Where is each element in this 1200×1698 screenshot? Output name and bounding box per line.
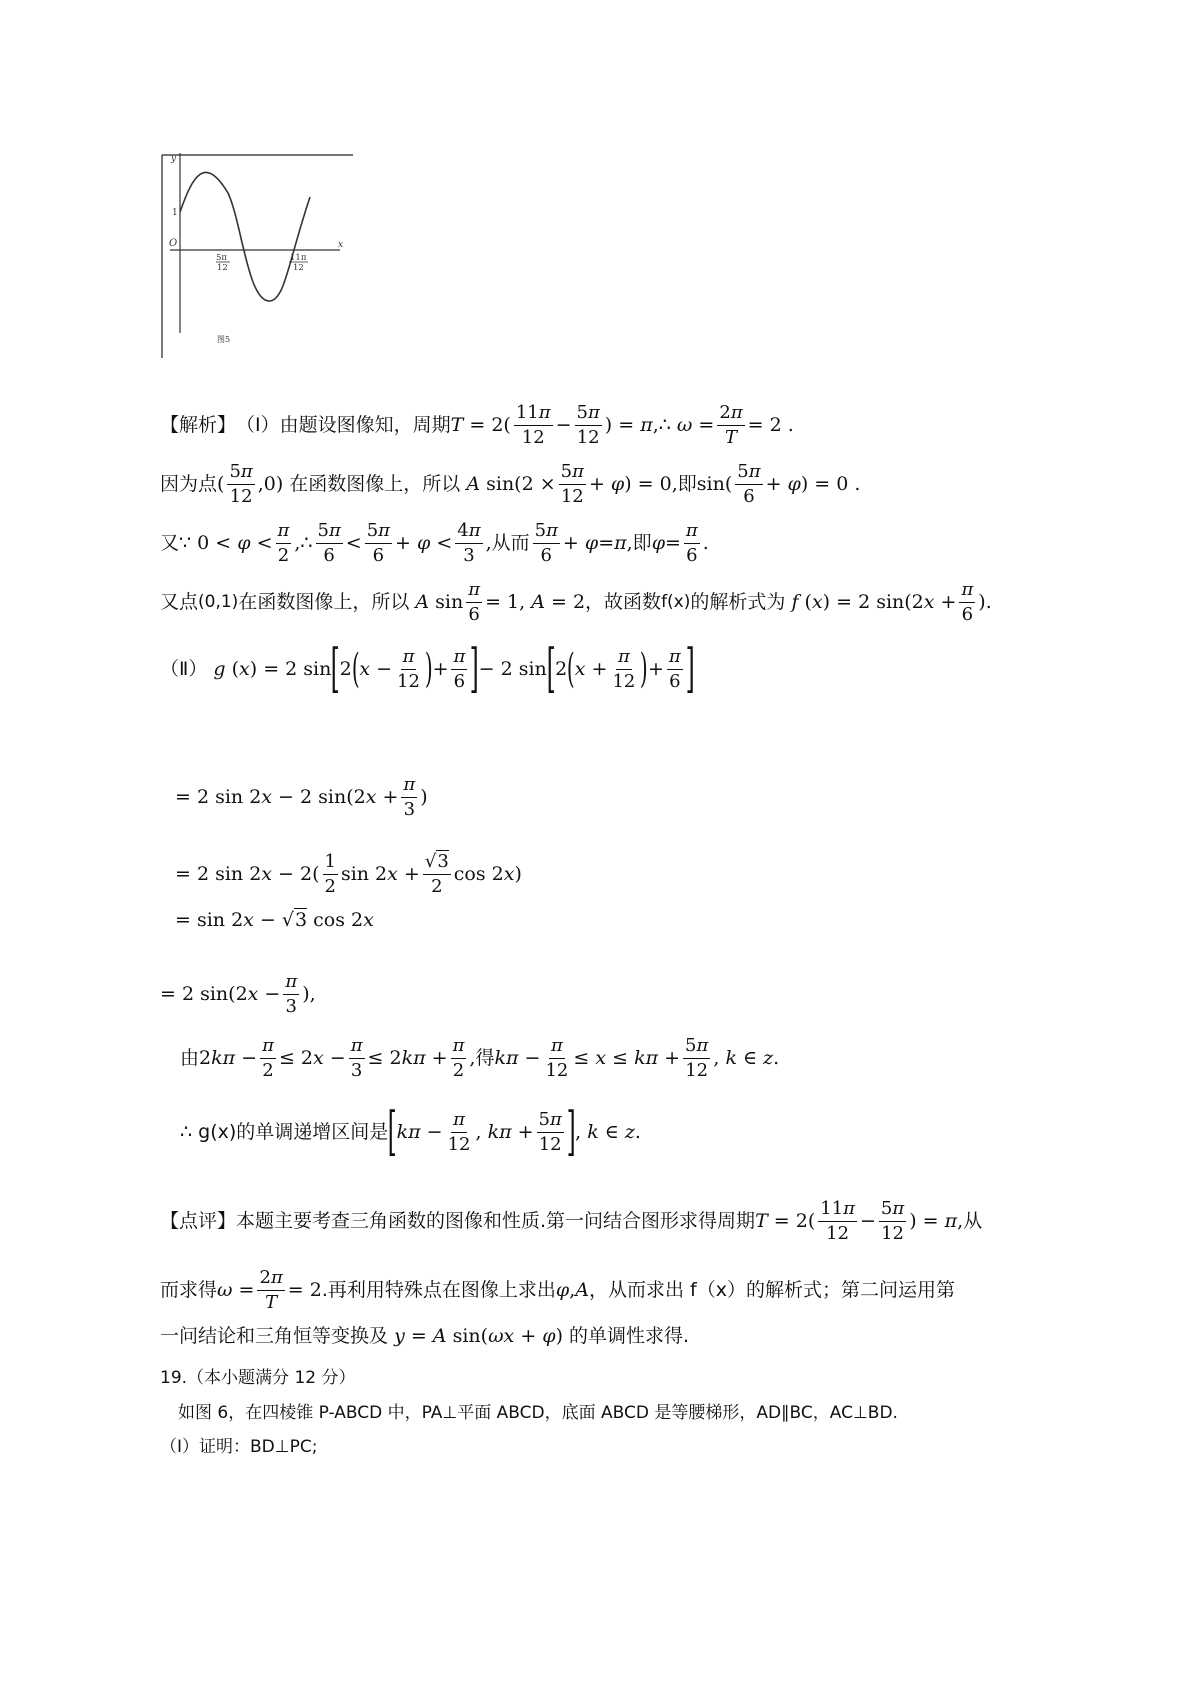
- origin-label: O: [169, 238, 178, 249]
- comment-label: 【点评】: [160, 1209, 237, 1232]
- comment-l2-text-c: ，从而求出 f（x）的解析式；第二问运用第: [588, 1278, 955, 1301]
- p1-l2-text-b: 在函数图像上，所以: [289, 472, 461, 495]
- p1-l4-point: (0,1): [198, 591, 239, 612]
- x-tick-2-num: 11π: [290, 253, 307, 263]
- y-axis-label: y: [171, 154, 177, 164]
- solution-line-5: （Ⅱ） g (x) = 2 sin [ 2 ( x − $\frac{\pi}{12}$ ) + $\frac{\pi}{6}$ ] − 2 sin [ 2 ( x + $\frac{\pi}{12}$ ) + $\frac{\pi}{6}$ ]: [160, 639, 695, 699]
- p1-l3-text-b: 从而: [491, 531, 530, 554]
- sine-graph-figure: [160, 153, 355, 360]
- p2-l6-text-a: 由: [180, 1046, 200, 1069]
- y-tick-label: 1: [172, 208, 178, 218]
- p1-l4-fx: f(x): [661, 591, 691, 612]
- x-tick-2-den: 12: [293, 263, 304, 273]
- solution-line-4: 又点 (0,1) 在函数图像上，所以 A sin $\frac{\pi}{6}$ = 1, A = 2 ，故函数 f(x) 的解析式为 f (x) = 2 sin(2x + $\frac{\pi}{6}$ ).: [160, 579, 992, 625]
- x-tick-1-den: 12: [217, 263, 228, 273]
- x-axis-label: x: [338, 240, 344, 250]
- comment-l2-text-a: 而求得: [160, 1278, 218, 1301]
- solution-line-6: = 2 sin 2x − 2 sin(2x + $\frac{\pi}{3}$ ): [175, 774, 428, 820]
- solution-line-3: 又∵ 0 < φ < $\frac{\pi}{2}$ ,∴ $\frac{5\pi}{6}$ < $\frac{5\pi}{6}$ + φ < $\frac{4\pi}{3}$ , 从而 $\frac{5\pi}{6}$ + φ=π, 即 φ = $\frac{\pi}{6}$ .: [160, 520, 709, 566]
- comment-line-3: 一问结论和三角恒等变换及 y = A sin(ωx + φ) 的单调性求得.: [160, 1325, 690, 1347]
- comment-line-1: 【点评】 本题主要考查三角函数的图像和性质.第一问结合图形求得周期 T = 2( $\frac{11\pi}{12}$ − $\frac{5\pi}{12}$ ) = π, 从: [160, 1198, 983, 1244]
- solution-line-8: = sin 2x − √3 cos 2x: [175, 909, 374, 931]
- solution-line-1: 【解析】 （Ⅰ） 由题设图像知，周期 T = 2( $\frac{11\pi}{12}$ − $\frac{5\pi}{12}$ ) = π,∴ ω = $\frac{2\pi}{T}$ = 2 .: [160, 402, 794, 448]
- part2-label: （Ⅱ）: [160, 657, 208, 680]
- comment-line-2: 而求得 ω = $\frac{2\pi}{T}$ = 2 .再利用特殊点在图像上求出 φ , A ，从而求出 f（x）的解析式；第二问运用第: [160, 1267, 955, 1313]
- sine-curve: [180, 172, 310, 301]
- p1-l2-text-c: 即: [677, 472, 697, 495]
- p1-l4-text-d: 的解析式为: [690, 590, 786, 613]
- figure-caption: 图5: [217, 335, 231, 344]
- p1-l4-text-b: 在函数图像上，所以: [238, 590, 410, 613]
- problem19-part1: （Ⅰ）证明：BD⊥PC;: [160, 1437, 318, 1457]
- solution-line-7: = 2 sin 2x − 2( $\frac{1}{2}$ sin 2x + $\frac{√3}{2}$ cos 2x): [175, 851, 522, 897]
- part1-label: （Ⅰ）: [236, 413, 280, 436]
- p1-l3-text-a: 又∵: [160, 531, 192, 554]
- comment-l1-text-a: 本题主要考查三角函数的图像和性质.第一问结合图形求得周期: [236, 1209, 756, 1232]
- solution-line-2: 因为点 ( $\frac{5\pi}{12}$ ,0) 在函数图像上，所以 A sin(2 × $\frac{5\pi}{12}$ + φ) = 0, 即 sin( $\frac{5\pi}{6}$ + φ) = 0 .: [160, 461, 861, 507]
- problem19-header: 19.（本小题满分 12 分）: [160, 1368, 356, 1388]
- p1-l4-text-c: ，故函数: [585, 590, 662, 613]
- comment-l1-text-b: 从: [963, 1209, 983, 1232]
- x-tick-1-num: 5π: [216, 253, 227, 263]
- p1-l4-text-a: 又点: [160, 590, 199, 613]
- solution-line-9: = 2 sin(2x − $\frac{\pi}{3}$ ),: [160, 971, 316, 1017]
- problem19-statement: 如图 6，在四棱锥 P-ABCD 中，PA⊥平面 ABCD，底面 ABCD 是等腰梯形，AD∥BC，AC⊥BD.: [178, 1403, 898, 1423]
- solution-line-10: 由 2kπ − $\frac{\pi}{2}$ ≤ 2x − $\frac{\pi}{3}$ ≤ 2kπ + $\frac{\pi}{2}$ , 得 kπ − $\frac{\pi}{12}$ ≤ x ≤ kπ + $\frac{5\pi}{12}$ , k ∈ z.: [180, 1035, 780, 1081]
- p2-l7-text-a: g(x)的单调递增区间是: [198, 1120, 389, 1143]
- p1-l3-text-c: 即: [632, 531, 652, 554]
- p1-l2-text-a: 因为点: [160, 472, 218, 495]
- p1-l1-text: 由题设图像知，周期: [279, 413, 451, 436]
- comment-l3-text-b: 的单调性求得.: [569, 1325, 690, 1347]
- p2-l6-text-b: 得: [475, 1046, 495, 1069]
- comment-l3-text-a: 一问结论和三角恒等变换及: [160, 1325, 389, 1347]
- solution-line-11: ∴ g(x)的单调递增区间是 [ kπ − $\frac{\pi}{12}$ , kπ + $\frac{5\pi}{12}$ ] , k ∈ z.: [180, 1102, 641, 1162]
- solution-label: 【解析】: [160, 413, 237, 436]
- comment-l2-text-b: .再利用特殊点在图像上求出: [321, 1278, 556, 1301]
